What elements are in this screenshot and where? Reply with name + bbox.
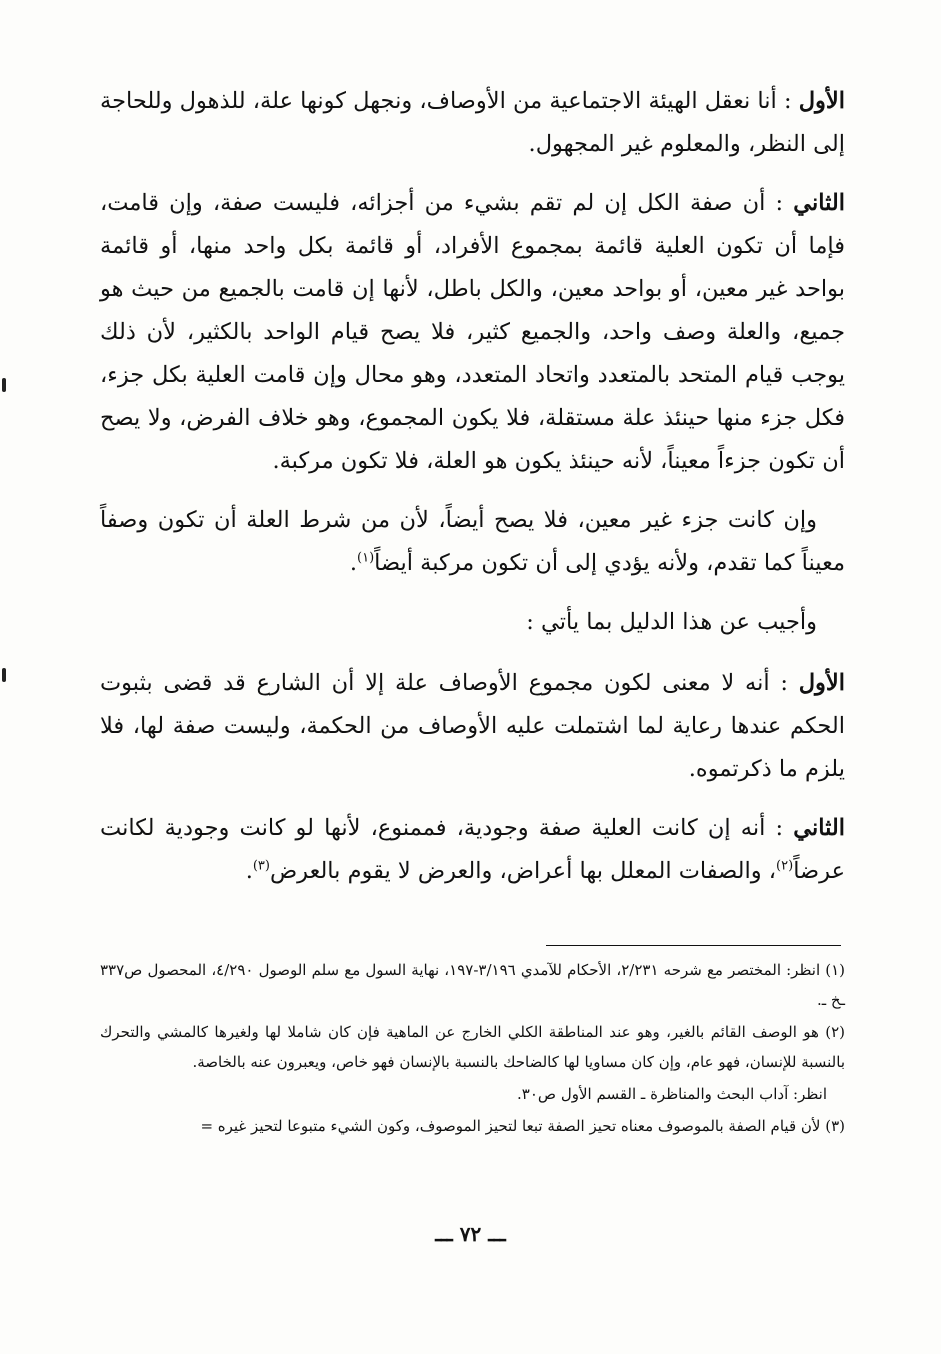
paragraph-label: الأول [798, 88, 845, 114]
footnotes [100, 955, 845, 1143]
paragraph-text: أنه لا معنى لكون مجموع الأوصاف علة إلا أن الشارع قد قضى بثبوت الحكم عندها رعاية لما اشتملت عليه الأوصاف من الحكمة، وليست صفة لها، فلا يلزم ما ذكرتموه. [100, 670, 845, 782]
footnote-3: (٣) لأن قيام الصفة بالموصوف معناه تحيز الصفة تبعا لتحيز الموصوف، وكون الشيء متبوعا لتحيز غيره = [200, 1117, 845, 1135]
paragraph-label: الثاني [793, 815, 846, 841]
paragraph-text: أن صفة الكل إن لم تقم بشيء من أجزائه، فليست صفة، وإن قامت، فإما أن تكون العلية قائمة بمجموع الأفراد، أو قائمة بكل واحد منها، أو قائمة بواحد غير معين، أو بواحد معين، والكل باطل، لأنها إن قامت بالجميع من حيث هو جميع، والعلة وصف واحد، والجميع كثير، فلا يصح قيام الواحد بالكثير، لأن ذلك يوجب قيام المتحد بالمتعدد واتحاد المتعدد، وهو محال وإن قامت العلية بكل جزء، فكل جزء منها حينئذ علة مستقلة، فلا يكون المجموع، وهو خلاف الفرض، ولا يصح أن تكون جزءاً معيناً، لأنه حينئذ يكون هو العلة، فلا تكون مركبة. [100, 190, 845, 474]
paragraph-first-argument: الأول : أنا نعقل الهيئة الاجتماعية من الأوصاف، ونجهل كونها علة، للذهول وللحاجة إلى النظر، والمعلوم غير المجهول. [100, 88, 845, 157]
footnote-ref-1[interactable]: (١) [357, 550, 375, 566]
paragraph-text: وإن كانت جزء غير معين، فلا يصح أيضاً، لأن من شرط العلة أن تكون وصفاً معيناً كما تقدم، ولأنه يؤدي إلى أن تكون مركبة أيضاً [100, 507, 845, 576]
footnote-2-reference: انظر: آداب البحث والمناظرة ـ القسم الأول ص٣٠. [517, 1085, 827, 1103]
paragraph-text: أنه إن كانت العلية صفة وجودية، فممنوع، لأنها لو كانت وجودية لكانت عرضاً [100, 815, 845, 884]
paragraph-second-reply: الثاني : أنه إن كانت العلية صفة وجودية، فممنوع، لأنها لو كانت وجودية لكانت عرضاً$^{(٢)}$، والصفات المعلل بها أعراض، والعرض لا يقوم بالعرض$^{(٣)}$. [100, 815, 846, 884]
paragraph-continuation: وإن كانت جزء غير معين، فلا يصح أيضاً، لأن من شرط العلة أن تكون وصفاً معيناً كما تقدم، ولأنه يؤدي إلى أن تكون مركبة أيضاً$^{(١)}$. [100, 507, 845, 576]
footnote-2: (٢) هو الوصف القائم بالغير، وهو عند المناطقة الكلي الخارج عن الماهية فإن كان شاملا لها ولغيرها كالمشي والتحرك بالنسبة للإنسان، فهو عام، وإن كان مساويا لها كالضاحك بالنسبة بالإنسان فهو خاص، ويعبرون عنه بالخاصة. [100, 1023, 845, 1071]
paragraph-label: الثاني [793, 190, 845, 216]
scan-margin-mark [2, 668, 6, 682]
footnote-divider [546, 945, 841, 946]
footnote-ref-2[interactable]: (٢) [776, 858, 794, 874]
footnote-1: (١) انظر: المختصر مع شرحه ٢/٢٣١، الأحكام للآمدي ٣/١٩٦-١٩٧، نهاية السول مع سلم الوصول ٤/٢٩٠، المحصول ص٣٣٧ ـخ ـ. [100, 961, 846, 1009]
paragraph-second-argument: الثاني : أن صفة الكل إن لم تقم بشيء من أجزائه، فليست صفة، وإن قامت، فإما أن تكون العلية قائمة بمجموع الأفراد، أو قائمة بكل واحد منها، أو قائمة بواحد غير معين، أو بواحد معين، والكل باطل، لأنها إن قامت بالجميع من حيث هو جميع، والعلة وصف واحد، والجميع كثير، فلا يصح قيام الواحد بالكثير، لأن ذلك يوجب قيام المتحد بالمتعدد واتحاد المتعدد، وهو محال وإن قامت العلية بكل جزء، فكل جزء منها حينئذ علة مستقلة، فلا يكون المجموع، وهو خلاف الفرض، ولا يصح أن تكون جزءاً معيناً، لأنه حينئذ يكون هو العلة، فلا تكون مركبة. [100, 190, 845, 474]
paragraph-text: أنا نعقل الهيئة الاجتماعية من الأوصاف، ونجهل كونها علة، للذهول وللحاجة إلى النظر، والمعلوم غير المجهول. [100, 88, 845, 157]
paragraph-reply-intro [100, 601, 845, 644]
paragraph-first-reply: الأول : أنه لا معنى لكون مجموع الأوصاف علة إلا أن الشارع قد قضى بثبوت الحكم عندها رعاية لما اشتملت عليه الأوصاف من الحكمة، وليست صفة لها، فلا يلزم ما ذكرتموه. [100, 670, 845, 782]
paragraph-label: الأول [798, 670, 845, 696]
page-number: ـــ ٧٢ ـــ [435, 1222, 506, 1246]
main-text [100, 80, 845, 909]
paragraph-text: وأجيب عن هذا الدليل بما يأتي : [526, 609, 817, 635]
scan-margin-mark [2, 378, 6, 392]
footnote-ref-3[interactable]: (٣) [252, 858, 270, 874]
